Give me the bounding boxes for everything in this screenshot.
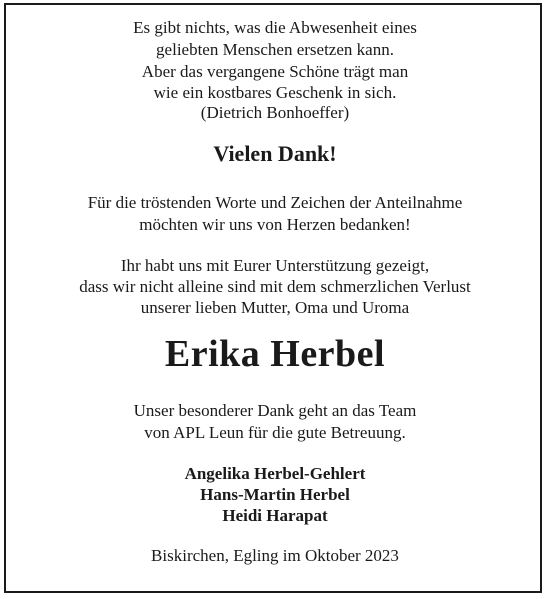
team-line-1: Unser besonderer Dank geht an das Team [133,401,417,420]
place-and-date: Biskirchen, Egling im Oktober 2023 [151,546,399,565]
heading-thanks: Vielen Dank! [213,141,337,166]
quote-line-3: Aber das vergangene Schöne trägt man [141,62,409,81]
signer-2: Hans-Martin Herbel [200,485,350,504]
quote-author: (Dietrich Bonhoeffer) [200,103,350,122]
quote-line-1: Es gibt nichts, was die Abwesenheit eines [133,18,417,37]
signer-3: Heidi Harapat [222,506,328,525]
thanks-line-2: möchten wir uns von Herzen bedanken! [139,215,411,234]
deceased-name: Erika Herbel [164,333,386,375]
quote-line-4: wie ein kostbares Geschenk in sich. [153,83,397,102]
support-line-2: dass wir nicht alleine sind mit dem schmerzlichen Verlust [79,277,471,296]
team-line-2: von APL Leun für die gute Betreuung. [144,423,406,442]
thanks-line-1: Für die tröstenden Worte und Zeichen der Anteilnahme [87,193,463,212]
signer-1: Angelika Herbel-Gehlert [184,464,366,483]
support-line-1: Ihr habt uns mit Eurer Unterstützung gezeigt, [120,256,430,275]
quote-line-2: geliebten Menschen ersetzen kann. [156,40,394,59]
support-line-3: unserer lieben Mutter, Oma und Uroma [140,298,410,317]
